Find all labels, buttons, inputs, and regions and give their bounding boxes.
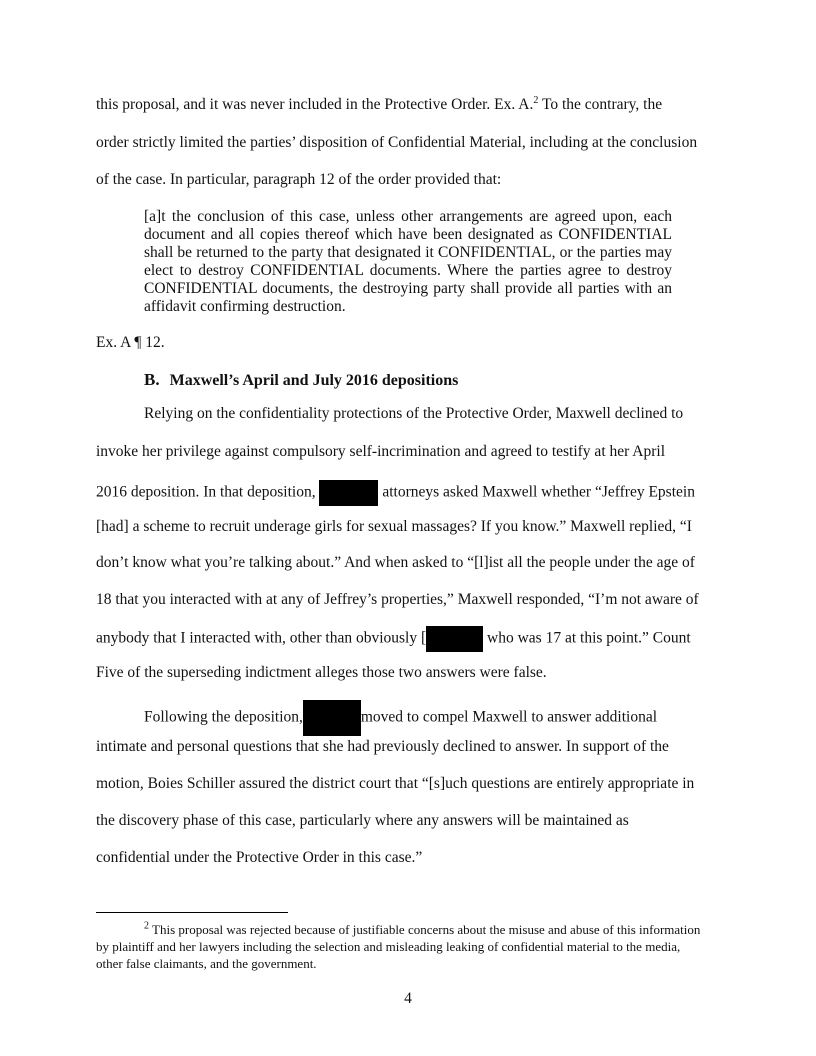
footnote-marker: 2 — [144, 920, 149, 932]
body-line: motion, Boies Schiller assured the district court that “[s]uch questions are entirely appropriate in — [96, 775, 695, 792]
section-title: Maxwell’s April and July 2016 depositions — [169, 372, 459, 389]
body-line — [96, 480, 695, 506]
body-line: Five of the superseding indictment alleges those two answers were false. — [96, 664, 547, 681]
page-number: 4 — [404, 990, 412, 1007]
body-line: order strictly limited the parties’ disposition of Confidential Material, including at the conclusion — [96, 134, 698, 151]
body-line: of the case. In particular, paragraph 12 of the order provided that: — [96, 171, 502, 188]
footnote-text: This proposal was rejected because of justifiable concerns about the misuse and abuse of this information by plaintiff and her lawyers including the selection and misleading leaking of confidential material to the media, other false claimants, and the government. — [96, 922, 701, 971]
body-line: confidential under the Protective Order in this case.” — [96, 849, 423, 866]
text-segment: 2016 deposition. In that deposition, — [96, 483, 316, 501]
text-segment: To the contrary, the — [538, 96, 663, 113]
body-line: Relying on the confidentiality protections of the Protective Order, Maxwell declined to — [144, 405, 684, 422]
body-line: [had] a scheme to recruit underage girls for sexual massages? If you know.” Maxwell replied, “I — [96, 518, 692, 535]
footnote-reference[interactable]: 2 — [533, 94, 539, 106]
section-letter: B. — [144, 370, 160, 389]
text-segment: moved to compel Maxwell to answer additional — [360, 708, 658, 726]
body-line: 18 that you interacted with at any of Jeffrey’s properties,” Maxwell responded, “I’m not aware of — [96, 591, 699, 608]
text-segment: Following the deposition, — [144, 708, 303, 726]
body-line: invoke her privilege against compulsory self-incrimination and agreed to testify at her April — [96, 443, 666, 460]
footnote-indent — [96, 922, 144, 937]
text-segment: this proposal, and it was never included in the Protective Order. Ex. A. — [96, 96, 534, 113]
text-segment: who was 17 at this point.” Count — [487, 629, 691, 647]
body-line — [144, 700, 657, 736]
redaction-block — [303, 700, 361, 736]
text-segment: attorneys asked Maxwell whether “Jeffrey Epstein — [382, 483, 695, 501]
body-line — [96, 626, 691, 652]
citation: Ex. A ¶ 12. — [96, 334, 165, 351]
text-segment: anybody that I interacted with, other than obviously [ — [96, 629, 427, 647]
body-line: don’t know what you’re talking about.” And when asked to “[l]ist all the people under the age of — [96, 554, 695, 571]
section-heading — [144, 370, 458, 390]
block-quote: [a]t the conclusion of this case, unless other arrangements are agreed upon, each document and all copies thereof which have been designated as CONFIDENTIAL shall be returned to the party that designated it CONFIDENTIAL, or the parties may elect to destroy CONFIDENTIAL documents. Where the parties agree to destroy CONFIDENTIAL documents, the destroying party shall provide all parties with an affidavit confirming destruction. — [144, 208, 672, 315]
body-line — [96, 95, 662, 115]
footnote-separator — [96, 912, 288, 913]
redaction-block — [319, 480, 378, 506]
redaction-block — [426, 626, 483, 652]
footnote — [96, 921, 702, 972]
body-line: intimate and personal questions that she had previously declined to answer. In support of the — [96, 738, 669, 755]
body-line: the discovery phase of this case, particularly where any answers will be maintained as — [96, 812, 629, 829]
